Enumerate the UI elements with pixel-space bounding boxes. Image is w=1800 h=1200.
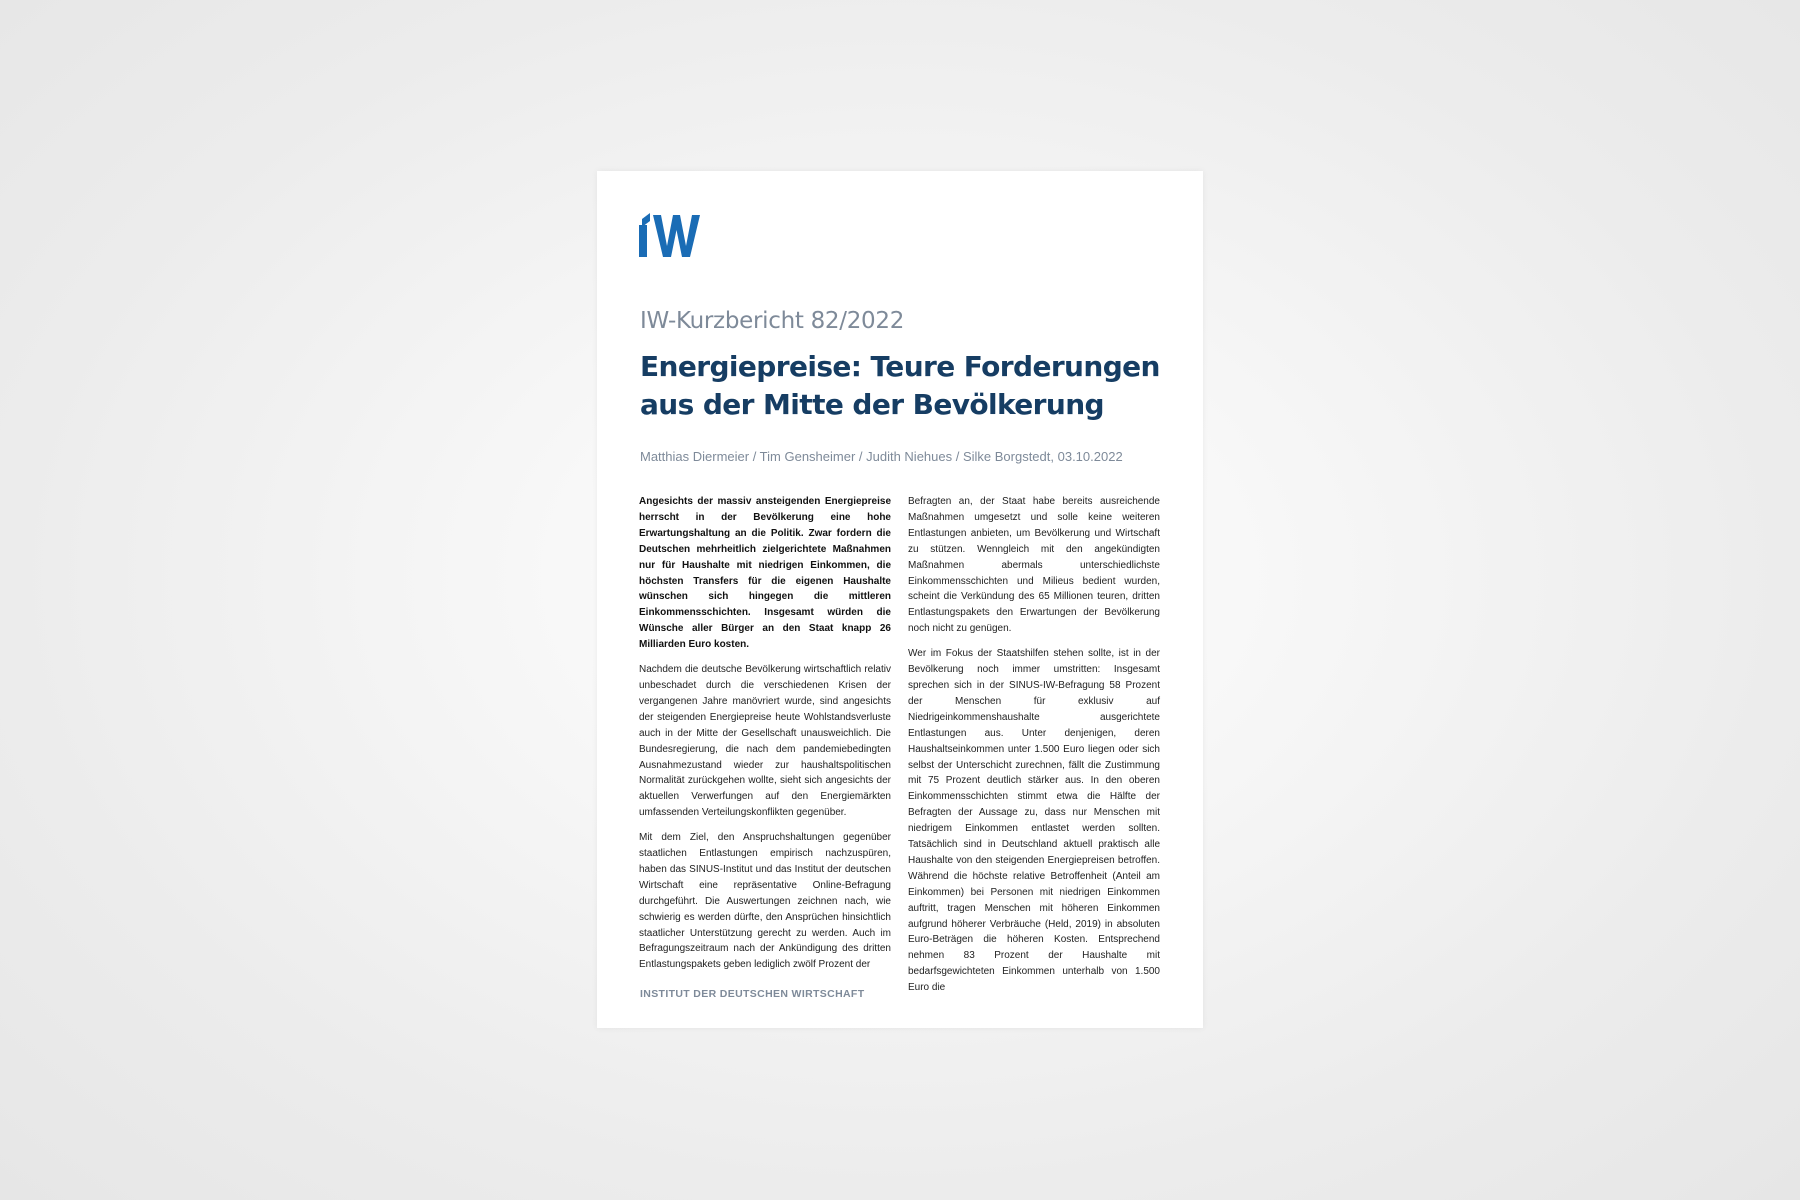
text-column-left: [639, 494, 891, 982]
body-paragraph: Mit dem Ziel, den Anspruchshaltungen gegenüber staatlichen Entlastungen empirisch nachzuspüren, haben das SINUS-Institut und das Institut der deutschen Wirtschaft eine repräsentative Online-Befragung durchgeführt. Die Auswertungen zeichnen nach, wie schwierig es werden dürfte, den Ansprüchen hinsichtlich staatlicher Unterstützung gerecht zu werden. Auch im Befragungszeitraum nach der Ankündigung des dritten Entlastungspakets geben lediglich zwölf Prozent der: [639, 832, 891, 971]
authors-line: Matthias Diermeier / Tim Gensheimer / Judith Niehues / Silke Borgstedt, 03.10.2022: [640, 449, 1123, 464]
title-line: Energiepreise: Teure Forderungen: [640, 350, 1160, 383]
title-line: aus der Mitte der Bevölkerung: [640, 388, 1104, 421]
document-page: [597, 171, 1203, 1028]
series-label: IW-Kurzbericht 82/2022: [640, 308, 905, 334]
page-title: [640, 348, 1180, 424]
text-column-right: [908, 494, 1160, 1005]
publisher-footer: INSTITUT DER DEUTSCHEN WIRTSCHAFT: [640, 988, 865, 1000]
body-paragraph: Nachdem die deutsche Bevölkerung wirtschaftlich relativ unbeschadet durch die verschiedenen Krisen der vergangenen Jahre manövriert wurde, sind angesichts der steigenden Energiepreise heute Wohlstandsverluste auch in der Mitte der Gesellschaft unausweichlich. Die Bundesregierung, die nach dem pandemiebedingten Ausnahmezustand wieder zur haushaltspolitischen Normalität zurückgehen wollte, sieht sich angesichts der aktuellen Verwerfungen auf den Energiemärkten umfassenden Verteilungskonflikten gegenüber.: [639, 664, 891, 819]
body-paragraph: Befragten an, der Staat habe bereits ausreichende Maßnahmen umgesetzt und solle keine weiteren Entlastungen anbieten, um Bevölkerung und Wirtschaft zu stützen. Wenngleich mit den angekündigten Maßnahmen abermals unterschiedlichste Einkommensschichten und Milieus bedient wurden, scheint die Verkündung des 65 Millionen teuren, dritten Entlastungspakets den Erwartungen der Bevölkerung noch nicht zu genügen.: [908, 496, 1160, 635]
lead-paragraph: Angesichts der massiv ansteigenden Energiepreise herrscht in der Bevölkerung eine hohe Erwartungshaltung an die Politik. Zwar fordern die Deutschen mehrheitlich zielgerichtete Maßnahmen nur für Haushalte mit niedrigen Einkommen, die höchsten Transfers für die eigenen Haushalte wünschen sich hingegen die mittleren Einkommensschichten. Insgesamt würden die Wünsche aller Bürger an den Staat knapp 26 Milliarden Euro kosten.: [639, 496, 891, 651]
body-paragraph: Wer im Fokus der Staatshilfen stehen sollte, ist in der Bevölkerung noch immer umstritten: Insgesamt sprechen sich in der SINUS-IW-Befragung 58 Prozent der Menschen für exklusiv auf Niedrigeinkommenshaushalte ausgerichtete Entlastungen aus. Unter denjenigen, deren Haushaltseinkommen unter 1.500 Euro liegen oder sich selbst der Unterschicht zurechnen, fällt die Zustimmung mit 75 Prozent deutlich stärker aus. In den oberen Einkommensschichten stimmt etwa die Hälfte der Befragten der Aussage zu, dass nur Menschen mit niedrigem Einkommen entlastet werden sollten. Tatsächlich sind in Deutschland aktuell praktisch alle Haushalte von den steigenden Energiepreisen betroffen. Während die höchste relative Betroffenheit (Anteil am Einkommen) bei Personen mit niedrigen Einkommen auftritt, tragen Menschen mit höheren Einkommen aufgrund höherer Verbräuche (Held, 2019) in absoluten Euro-Beträgen die höheren Kosten. Entsprechend nehmen 83 Prozent der Haushalte mit bedarfsgewichteten Einkommen unterhalb von 1.500 Euro die: [908, 648, 1160, 994]
iw-logo: [639, 213, 703, 257]
